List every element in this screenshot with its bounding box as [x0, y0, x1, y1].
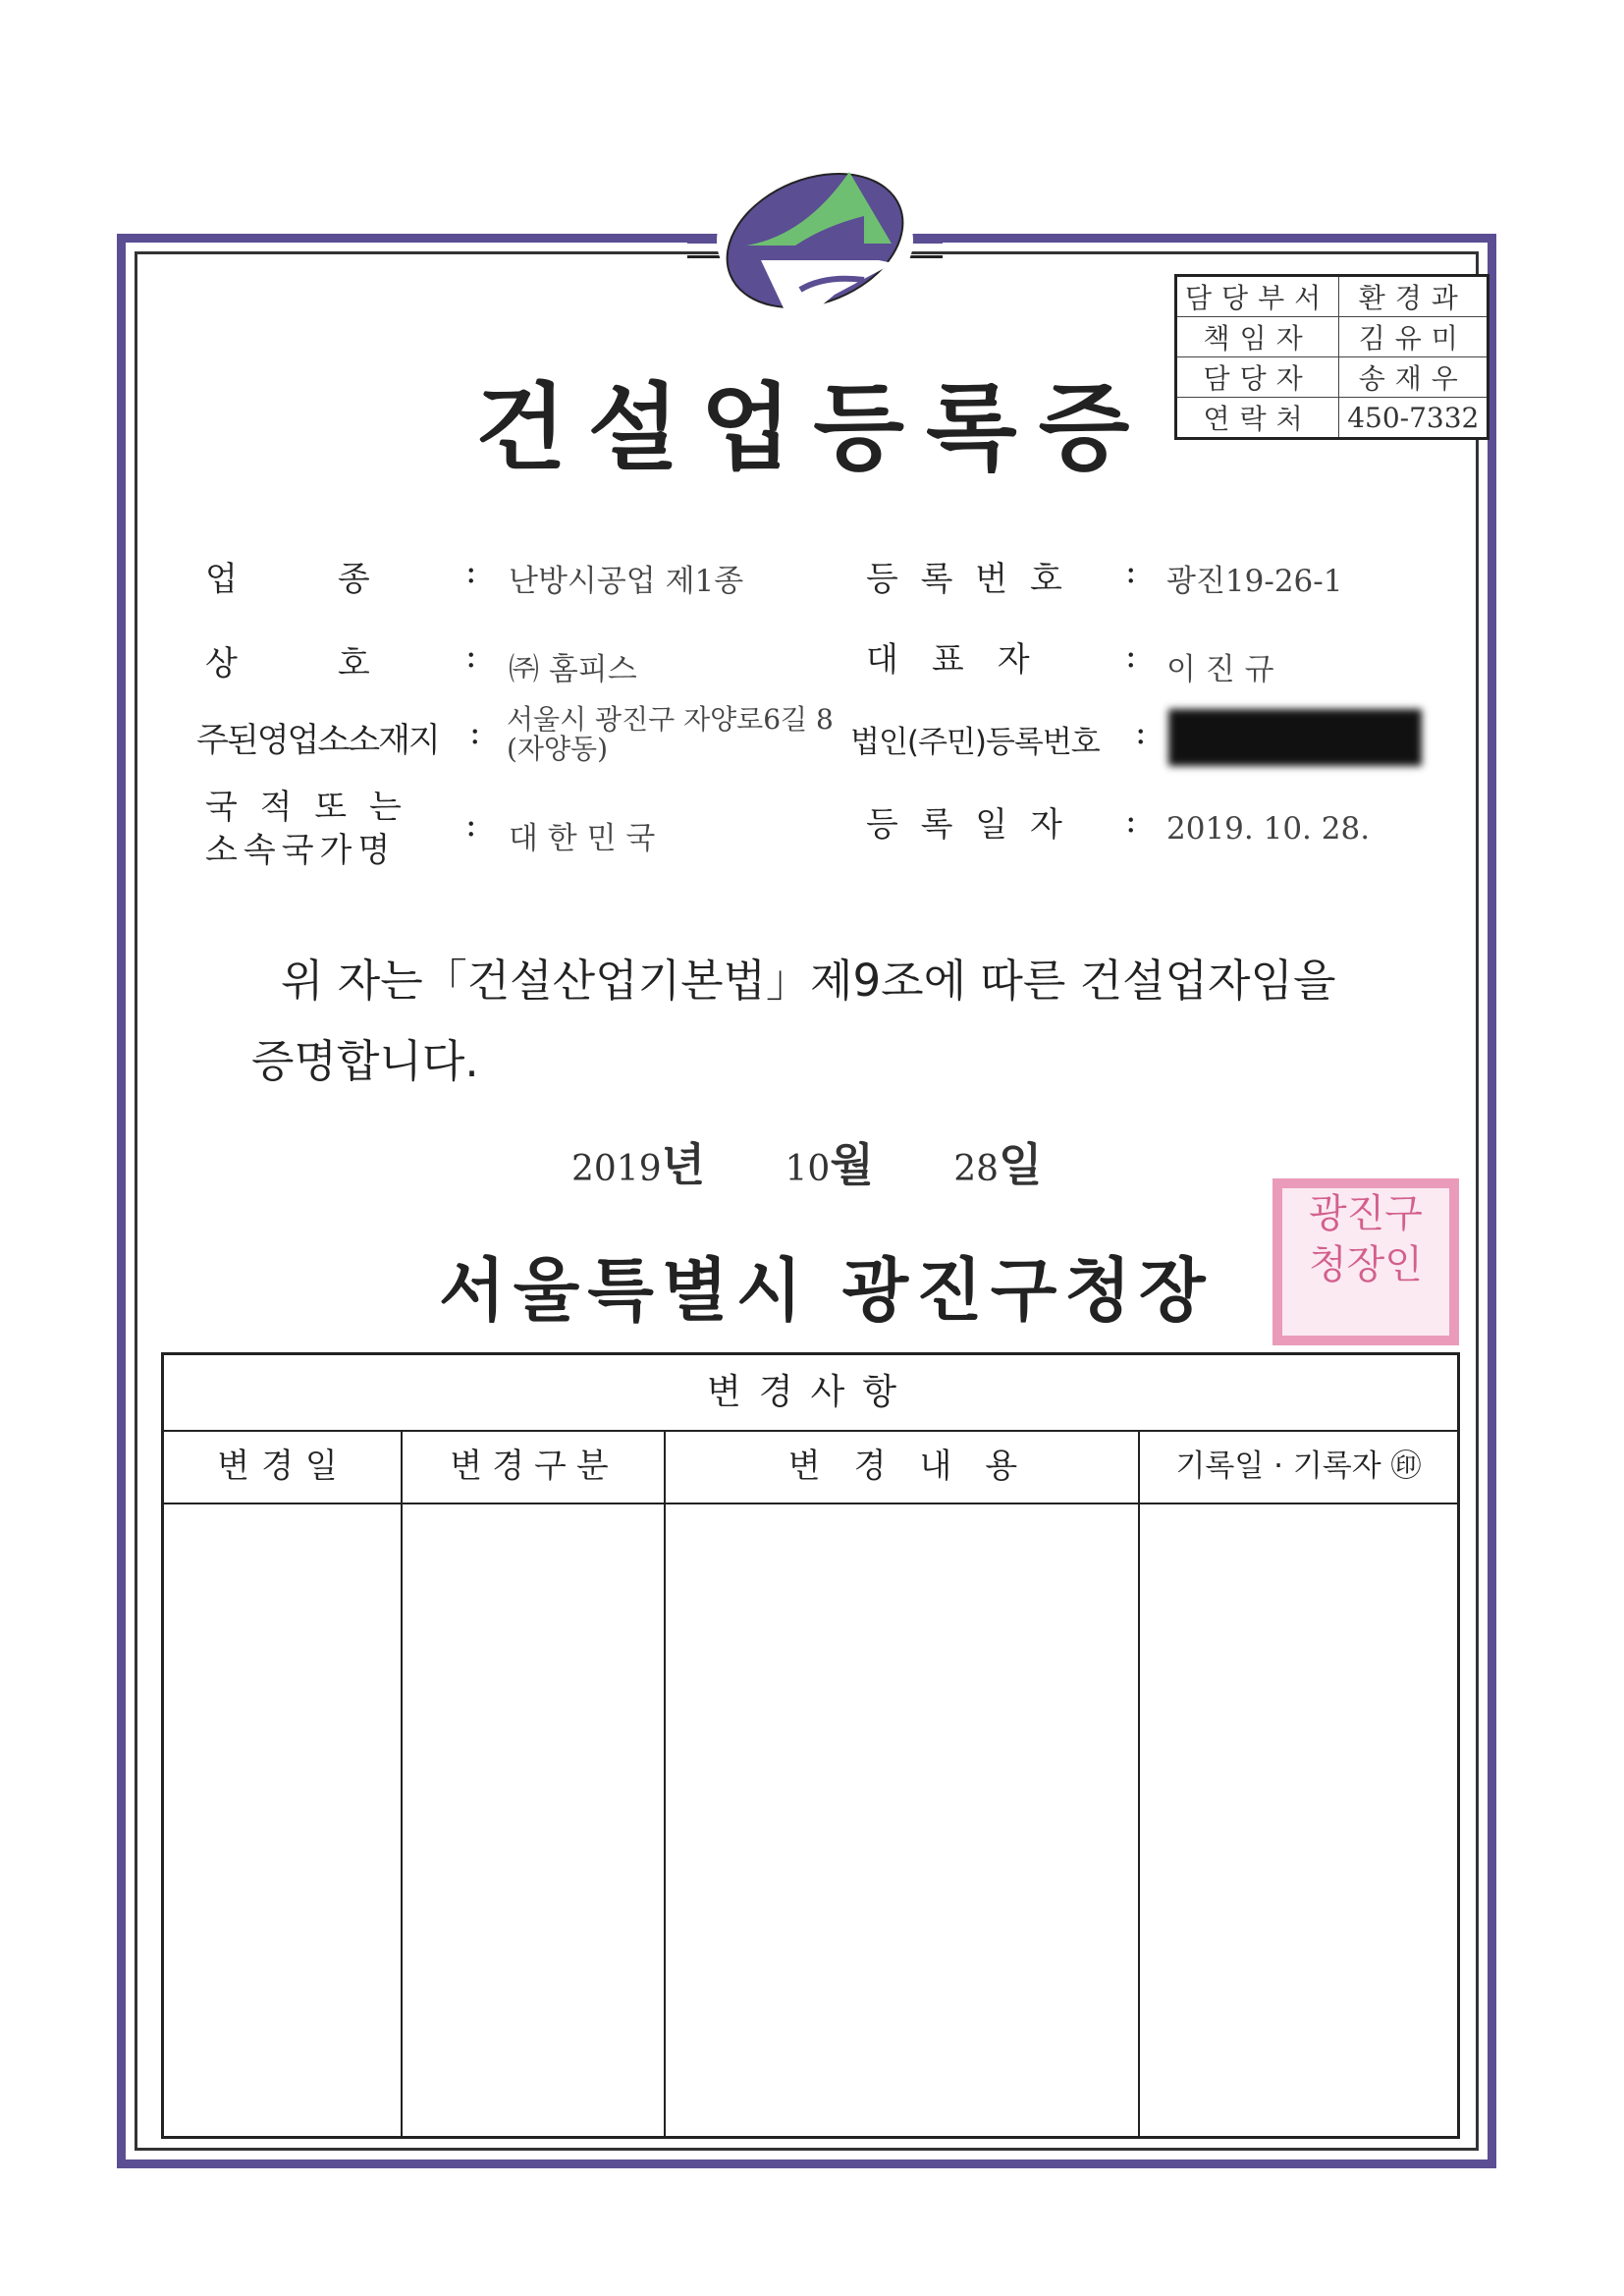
info-key: 연락처 [1176, 398, 1339, 439]
info-value: 450-7332 [1339, 398, 1489, 439]
colon: : [465, 805, 477, 845]
address-line-1: 서울시 광진구 자양로6길 8 [507, 703, 834, 736]
changes-header-row [164, 1430, 1457, 1504]
info-key: 책임자 [1176, 317, 1339, 357]
company-label: 상 호 [205, 644, 370, 683]
nationality-value: 대 한 민 국 [509, 821, 656, 856]
year-unit: 년 [661, 1138, 706, 1191]
corp-no-label: 법인(주민)등록번호 [850, 725, 1100, 760]
colon: : [1125, 552, 1137, 591]
issuer-name: 서울특별시 광진구청장 [439, 1250, 1214, 1331]
address-value [507, 705, 834, 764]
changes-table [161, 1352, 1460, 2139]
info-value: 김유미 [1339, 317, 1489, 357]
info-value: 송재우 [1339, 357, 1489, 398]
issue-date [571, 1129, 1042, 1194]
column-divider [664, 1430, 666, 2136]
issue-day: 28 [953, 1149, 1000, 1189]
info-key: 담당자 [1176, 357, 1339, 398]
emblem-logo [687, 147, 943, 334]
issue-year: 2019 [571, 1149, 662, 1189]
colon: : [1125, 801, 1137, 841]
redacted-corp-no [1168, 709, 1422, 766]
representative-value: 이 진 규 [1166, 652, 1274, 687]
info-key: 담당부서 [1176, 276, 1339, 317]
reg-no-value: 광진19-26-1 [1166, 564, 1343, 599]
column-divider [1138, 1430, 1140, 2136]
address-label: 주된영업소소재지 [196, 721, 439, 760]
stamp-text: 광진구청장인 [1309, 1191, 1423, 1287]
statement-line-2: 증명합니다. [251, 1035, 479, 1087]
month-unit: 월 [830, 1138, 874, 1191]
col-change-content: 변 경 내 용 [787, 1447, 1018, 1486]
column-divider [401, 1430, 403, 2136]
official-seal-stamp [1272, 1178, 1459, 1345]
statement-line-1: 위 자는「건설산업기본법」제9조에 따른 건설업자임을 [281, 955, 1336, 1007]
nationality-label-line-2: 소속국가명 [205, 831, 397, 870]
day-unit: 일 [999, 1138, 1043, 1191]
col-change-date: 변경일 [217, 1447, 350, 1486]
colon: : [465, 636, 477, 676]
nationality-label-line-1: 국 적 또 는 [205, 788, 407, 827]
nationality-label [205, 786, 407, 872]
reg-date-value: 2019. 10. 28. [1166, 811, 1371, 847]
colon: : [469, 713, 481, 752]
col-record-info: 기록일 · 기록자 ㊞ [1175, 1449, 1422, 1484]
col-change-type: 변경구분 [450, 1447, 619, 1486]
changes-title: 변경사항 [164, 1355, 1457, 1432]
industry-label: 업 종 [205, 560, 370, 599]
colon: : [1125, 636, 1137, 676]
reg-date-label: 등 록 일 자 [866, 805, 1068, 845]
company-value: ㈜ 홈피스 [509, 652, 637, 687]
info-value: 환경과 [1339, 276, 1489, 317]
department-info-table [1174, 274, 1489, 440]
document-title: 건설업등록증 [475, 373, 1152, 483]
industry-value: 난방시공업 제1종 [509, 564, 744, 599]
colon: : [465, 552, 477, 591]
address-line-2: (자양동) [507, 733, 608, 765]
colon: : [1135, 713, 1147, 752]
issue-month: 10 [785, 1149, 831, 1189]
representative-label: 대 표 자 [866, 640, 1030, 680]
reg-no-label: 등 록 번 호 [866, 560, 1068, 599]
